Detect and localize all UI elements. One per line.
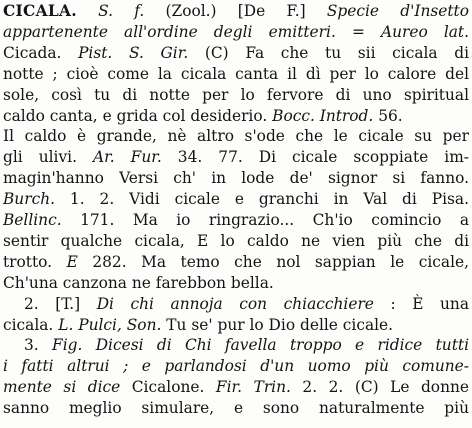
entry-text: Cicada. [3,43,79,62]
entry-text: (Zool.) [De F.] [144,2,327,20]
entry-text: Il caldo è grande, nè altro s'ode che le cicale su per [3,127,469,146]
entry-text: (C) Fa che tu sii cicala di [188,43,469,62]
entry-text: = [335,22,381,41]
entry-line [3,1,469,21]
entry-line [24,335,469,355]
entry-text: sanno meglio simulare, e sono naturalmente più [3,399,469,418]
entry-line [3,85,469,105]
entry-line [3,43,469,63]
entry-italic-text: Fir. Trin. [215,378,291,397]
entry-text: Tu se' pur lo Dio delle cicale. [161,315,394,334]
entry-italic-text: mente si dice [3,378,121,397]
entry-text [77,2,98,20]
entry-italic-text: Specie d'Insetto [326,2,469,20]
entry-text: Ch'una canzona ne farebbon bella. [3,273,274,292]
entry-text: 56. [373,106,403,125]
entry-text: 2. 2. (C) Le donne [290,378,469,397]
entry-text: 2. [T.] [24,294,97,313]
entry-line [3,147,469,167]
entry-text: 282. Ma temo che nol sappian le cicale, [77,252,469,271]
entry-line [3,210,469,230]
entry-italic-text: Bocc. Introd. [272,106,374,125]
entry-line [3,377,469,397]
entry-text: 171. Ma io ringrazio... Ch'io comincio a [61,211,469,229]
entry-line [3,231,469,251]
entry-line [24,294,469,314]
entry-line [3,126,469,146]
entry-italic-text: Pist. S. Gir. [78,43,189,62]
headword: CICALA. [3,2,77,20]
entry-italic-text: Ar. Fur. [92,148,162,167]
entry-line [3,356,469,376]
entry-line [3,64,469,84]
entry-italic-text: E [66,252,78,271]
entry-line [3,22,469,42]
entry-line [3,168,469,188]
entry-text: Cicalone. [120,378,216,397]
entry-italic-text: Bellinc. [3,211,62,229]
entry-text: sole, così tu di notte per lo fervore di uno spiritual [3,85,469,104]
entry-text: notte ; cioè come la cicala canta il dì per lo calore del [3,64,469,83]
entry-italic-text: Aureo lat. [380,22,469,41]
entry-italic-text: i fatti altrui ; e parlandosi d'un uomo più comune- [3,357,469,376]
entry-text: magin'hanno Versi ch' in lode de' signor si fanno. [3,169,469,188]
entry-line [3,273,469,293]
entry-italic-text: appartenente all'ordine degli emitteri. [3,22,336,41]
entry-line [3,189,469,209]
entry-text: cicala. [3,315,59,334]
entry-italic-text: Burch. [3,190,56,209]
entry-text: sentir qualche cicala, E lo caldo ne vien più che di [3,231,469,250]
entry-line [3,252,469,272]
entry-text: 1. 2. Vidi cicale e granchi in Val di Pisa. [55,190,469,209]
entry-text: 3. [24,336,53,355]
entry-italic-text: Fig. Dicesi di Chi favella troppo e ridice tutti [52,336,469,355]
entry-line [3,315,469,335]
entry-text: gli ulivi. [3,148,93,167]
entry-italic-text: L. Pulci, Son. [58,315,162,334]
entry-text: : È una [373,294,469,313]
entry-italic-text: S. f. [98,2,145,20]
entry-text: trotto. [3,252,67,271]
entry-line [3,106,469,126]
entry-line [3,398,469,418]
entry-text: 34. 77. Di cicale scoppiate im- [161,148,469,167]
entry-text: caldo canta, e grida col desiderio. [3,106,273,125]
entry-italic-text: Di chi annoja con chiacchiere [96,294,374,313]
